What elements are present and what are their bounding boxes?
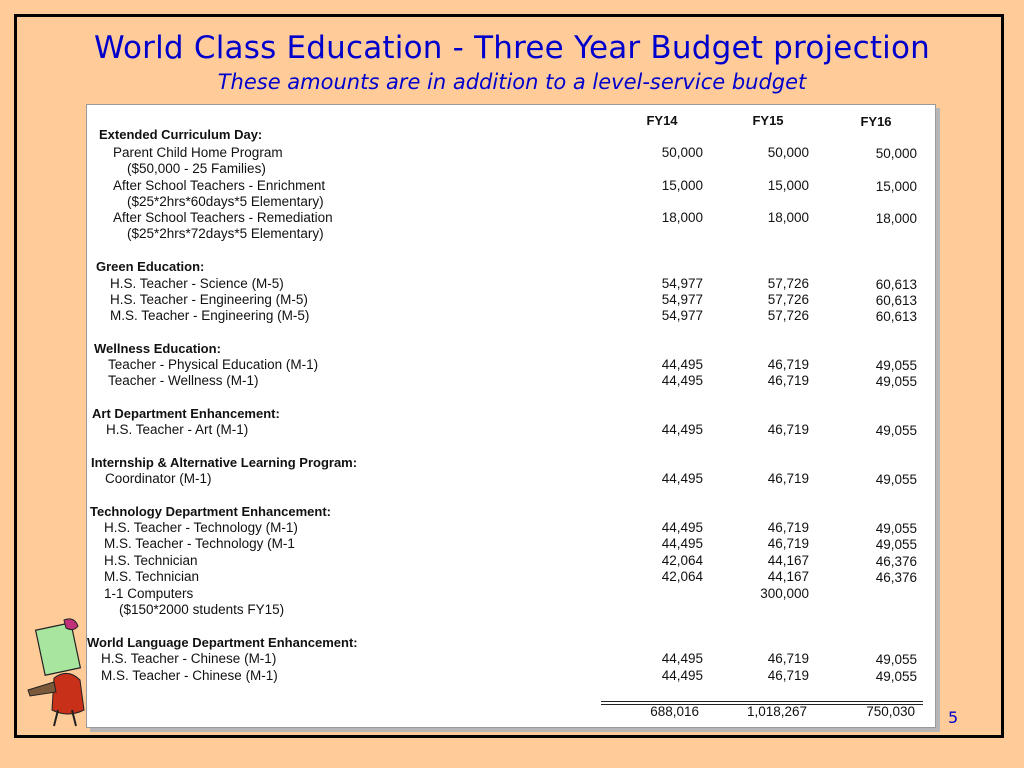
line-item-value-fy16: 50,000 [875,146,917,161]
line-item-value-fy15: 46,719 [767,520,809,535]
line-item-value-fy15: 57,726 [767,276,809,291]
line-item-label: H.S. Teacher - Art (M-1) [106,422,249,437]
line-item-value-fy15: 46,719 [767,668,809,683]
line-item-value-fy16: 49,055 [875,652,917,667]
section-heading: Green Education: [96,259,205,274]
line-item-value-fy16: 60,613 [875,309,917,324]
line-item-value-fy15: 46,719 [767,373,809,388]
line-item-label: Teacher - Physical Education (M-1) [108,357,319,372]
slide-subtitle: These amounts are in addition to a level-service budget [217,70,807,94]
line-item-value-fy16: 49,055 [875,358,917,373]
line-item-value-fy14: 54,977 [661,292,703,307]
page-number: 5 [948,708,959,727]
line-item-value-fy15: 46,719 [767,536,809,551]
line-item-value-fy14: 44,495 [661,373,703,388]
line-item-value-fy14: 15,000 [661,178,703,193]
line-item-value-fy15: 46,719 [767,651,809,666]
line-item-label: H.S. Teacher - Technology (M-1) [104,520,298,535]
line-item-label: Teacher - Wellness (M-1) [108,373,259,388]
line-item-value-fy14: 44,495 [661,651,703,666]
line-item-value-fy14: 42,064 [661,569,703,584]
line-item-label: After School Teachers - Remediation [113,210,333,225]
line-item-label: Coordinator (M-1) [105,471,212,486]
line-item-value-fy14: 54,977 [661,276,703,291]
line-item-value-fy14: 44,495 [661,422,703,437]
line-item-value-fy14: 50,000 [661,145,703,160]
line-item-label: M.S. Teacher - Engineering (M-5) [110,308,310,323]
section-heading: World Language Department Enhancement: [87,635,358,650]
line-item-label: ($150*2000 students FY15) [119,602,285,617]
line-item-value-fy14: 54,977 [661,308,703,323]
line-item-value-fy16: 46,376 [875,570,917,585]
line-item-value-fy16: 49,055 [875,472,917,487]
line-item-label: ($25*2hrs*60days*5 Elementary) [127,194,324,209]
line-item-value-fy14: 44,495 [661,471,703,486]
line-item-label: M.S. Teacher - Technology (M-1 [104,536,295,551]
line-item-value-fy15: 46,719 [767,422,809,437]
line-item-label: H.S. Teacher - Engineering (M-5) [110,292,308,307]
line-item-value-fy14: 44,495 [661,520,703,535]
line-item-label: ($50,000 - 25 Families) [127,161,266,176]
line-item-value-fy14: 44,495 [661,668,703,683]
line-item-value-fy16: 49,055 [875,669,917,684]
line-item-value-fy16: 18,000 [875,211,917,226]
line-item-label: After School Teachers - Enrichment [113,178,326,193]
line-item-value-fy15: 46,719 [767,471,809,486]
column-header-fy14: FY14 [646,113,678,128]
line-item-label: H.S. Teacher - Science (M-5) [110,276,284,291]
line-item-value-fy16: 49,055 [875,374,917,389]
line-item-label: H.S. Technician [104,553,198,568]
section-heading: Internship & Alternative Learning Program: [91,455,358,470]
section-heading: Wellness Education: [94,341,221,356]
line-item-value-fy14: 44,495 [661,536,703,551]
line-item-value-fy16: 49,055 [875,537,917,552]
line-item-value-fy14: 44,495 [661,357,703,372]
line-item-value-fy14: 18,000 [661,210,703,225]
line-item-label: M.S. Teacher - Chinese (M-1) [101,668,278,683]
line-item-value-fy16: 15,000 [875,179,917,194]
budget-table-sheet [86,104,936,728]
line-item-value-fy16: 60,613 [875,277,917,292]
line-item-value-fy15: 57,726 [767,308,809,323]
line-item-value-fy15: 44,167 [767,569,809,584]
total-rule-top [601,701,923,702]
column-header-fy15: FY15 [752,113,784,128]
line-item-label: M.S. Technician [104,569,200,584]
line-item-label: 1-1 Computers [104,586,194,601]
line-item-value-fy16: 49,055 [875,423,917,438]
slide-title: World Class Education - Three Year Budget projection [93,30,931,66]
section-heading: Art Department Enhancement: [92,406,280,421]
section-heading: Technology Department Enhancement: [90,504,332,519]
line-item-value-fy15: 44,167 [767,553,809,568]
line-item-value-fy16: 60,613 [875,293,917,308]
line-item-label: ($25*2hrs*72days*5 Elementary) [127,226,324,241]
column-header-fy16: FY16 [860,114,892,129]
line-item-value-fy15: 46,719 [767,357,809,372]
line-item-value-fy15: 18,000 [767,210,809,225]
line-item-value-fy16: 49,055 [875,521,917,536]
line-item-value-fy16: 46,376 [875,554,917,569]
total-fy16: 750,030 [866,704,915,719]
line-item-value-fy14: 42,064 [661,553,703,568]
line-item-value-fy15: 50,000 [767,145,809,160]
teacher-clipart-icon [24,612,90,728]
line-item-label: Parent Child Home Program [113,145,283,160]
total-fy14: 688,016 [650,704,699,719]
line-item-value-fy15: 300,000 [760,586,809,601]
total-fy15: 1,018,267 [746,704,807,719]
line-item-label: H.S. Teacher - Chinese (M-1) [101,651,277,666]
section-heading: Extended Curriculum Day: [99,127,263,142]
line-item-value-fy15: 57,726 [767,292,809,307]
line-item-value-fy15: 15,000 [767,178,809,193]
